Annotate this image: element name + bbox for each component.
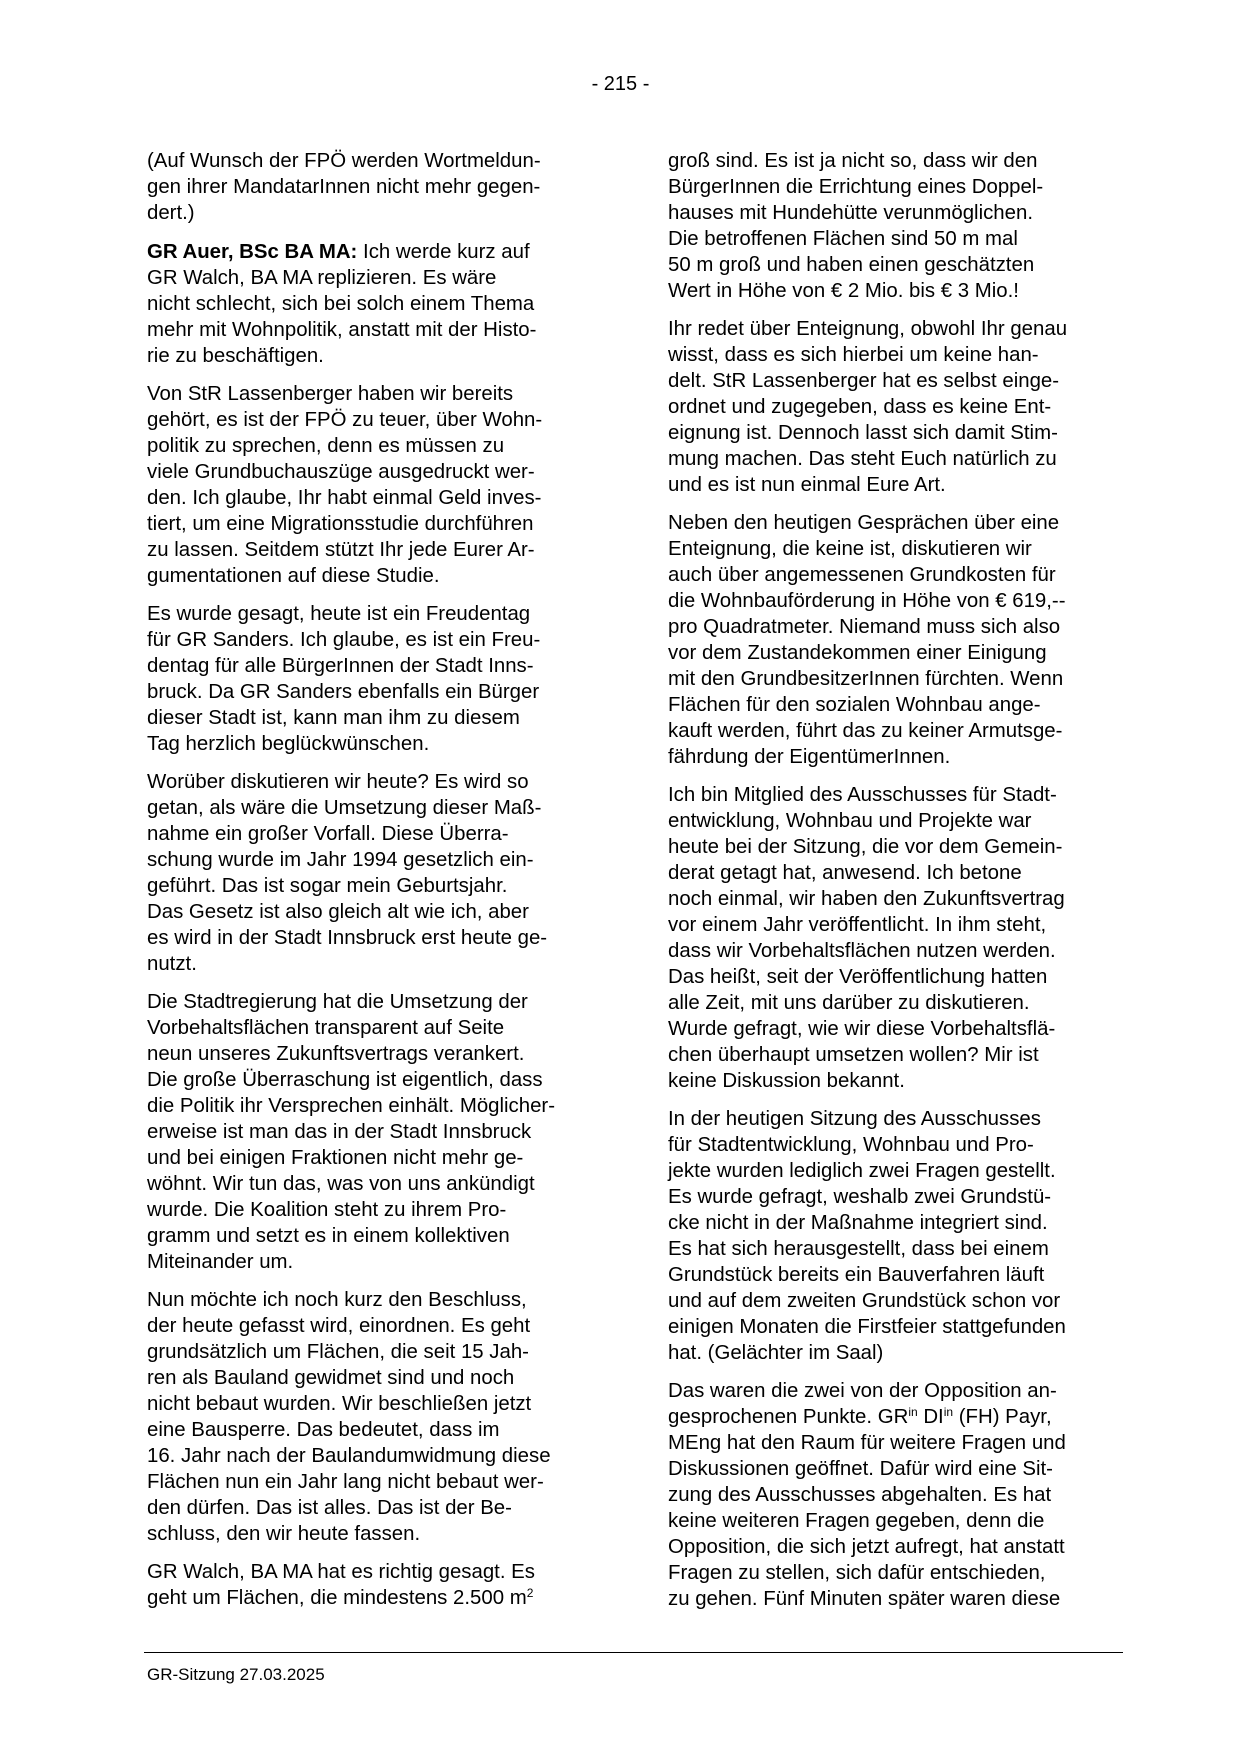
speech-text: Ich werde kurz auf GR Walch, BA MA replizieren. Es wäre nicht schlecht, sich bei solch einem Thema mehr mit Wohnpolitik, anstatt mit der Histo- rie zu beschäftigen.	[147, 241, 537, 367]
speaker-name: GR Auer, BSc BA MA:	[147, 241, 358, 263]
speech-paragraph: Es wurde gesagt, heute ist ein Freudentag für GR Sanders. Ich glaube, es ist ein Freu- dentag für alle BürgerInnen der Stadt Inns- bruck. Da GR Sanders ebenfalls ein Bürger dieser Stadt ist, kann man ihm zu diesem Tag herzlich beglückwünschen.	[147, 603, 541, 755]
speech-text: (FH) Payr, MEng hat den Raum für weitere Fragen und Diskussionen geöffnet. Dafür wird eine Sit- zung des Ausschusses abgehalten. Es hat keine weiteren Fragen gegeben, denn die Opposition, die sich jetzt aufregt, hat anstatt Fragen zu stellen, sich dafür entschieden, zu gehen. Fünf Minuten später waren diese	[668, 1406, 1066, 1610]
speech-text: Das waren die zwei von der Opposition an- gesprochenen Punkte. GR	[668, 1380, 1057, 1428]
note-text: (Auf Wunsch der FPÖ werden Wortmeldun- gen ihrer MandatarInnen nicht mehr gegen- dert.)	[147, 150, 541, 224]
speech-paragraph: Ihr redet über Enteignung, obwohl Ihr genau wisst, dass es sich hierbei um keine han- delt. StR Lassenberger hat es selbst einge- ordnet und zugegeben, dass es keine Ent- eignung ist. Dennoch lasst sich damit Stim- mung machen. Das steht Euch natürlich zu und es ist nun einmal Eure Art.	[668, 318, 1068, 496]
speech-paragraph: Neben den heutigen Gesprächen über eine Enteignung, die keine ist, diskutieren wir auch über angemessenen Grundkosten für die Wohnbauförderung in Höhe von € 619,-- pro Quadratmeter. Niemand muss sich also vor dem Zustandekommen einer Einigung mit den GrundbesitzerInnen fürchten. Wenn Flächen für den sozialen Wohnbau ange- kauft werden, führt das zu keiner Armutsge- fährdung der EigentümerInnen.	[668, 512, 1066, 768]
speech-paragraph: In der heutigen Sitzung des Ausschusses für Stadtentwicklung, Wohnbau und Pro- jekte wurden lediglich zwei Fragen gestellt. Es wurde gefragt, weshalb zwei Grundstü- cke nicht in der Maßnahme integriert sind. Es hat sich herausgestellt, dass bei einem Grundstück bereits ein Bauverfahren läuft und auf dem zweiten Grundstück schon vor einigen Monaten die Firstfeier stattgefunden hat. (Gelächter im Saal)	[668, 1108, 1066, 1364]
speech-text: GR Walch, BA MA hat es richtig gesagt. Es geht um Flächen, die mindestens 2.500 m	[147, 1561, 535, 1609]
right-column	[668, 148, 1118, 1624]
speech-paragraph: Nun möchte ich noch kurz den Beschluss, der heute gefasst wird, einordnen. Es geht grundsätzlich um Flächen, die seit 15 Jah- ren als Bauland gewidmet sind und noch nicht bebaut wurden. Wir beschließen jetzt eine Bausperre. Das bedeutet, dass im 16. Jahr nach der Baulandumwidmung diese Flächen nun ein Jahr lang nicht bebaut wer- den dürfen. Das ist alles. Das ist der Be- schluss, den wir heute fassen.	[147, 1289, 551, 1545]
left-column	[147, 148, 597, 1623]
speech-paragraph: Worüber diskutieren wir heute? Es wird so getan, als wäre die Umsetzung dieser Maß- nahme ein großer Vorfall. Diese Überra- schung wurde im Jahr 1994 gesetzlich ein- geführt. Das ist sogar mein Geburtsjahr. Das Gesetz ist also gleich alt wie ich, aber es wird in der Stadt Innsbruck erst heute ge- nutzt.	[147, 771, 548, 975]
speech-text: DI	[917, 1406, 944, 1428]
speech-paragraph	[147, 239, 597, 369]
speech-paragraph	[147, 1559, 597, 1611]
superscript: 2	[526, 1586, 534, 1600]
fpoe-gender-note	[147, 148, 597, 226]
speech-paragraph	[668, 1378, 1118, 1612]
footer-divider	[144, 1652, 1123, 1653]
page-number: - 215 -	[591, 73, 650, 95]
speech-paragraph: Ich bin Mitglied des Ausschusses für Stadt- entwicklung, Wohnbau und Projekte war heute bei der Sitzung, die vor dem Gemein- derat getagt hat, anwesend. Ich betone noch einmal, wir haben den Zukunftsvertrag vor einem Jahr veröffentlicht. In ihm steht, dass wir Vorbehaltsflächen nutzen werden. Das heißt, seit der Veröffentlichung hatten alle Zeit, mit uns darüber zu diskutieren. Wurde gefragt, wie wir diese Vorbehaltsflä- chen überhaupt umsetzen wollen? Mir ist keine Diskussion bekannt.	[668, 784, 1065, 1092]
superscript: in	[908, 1405, 918, 1419]
speech-paragraph: Von StR Lassenberger haben wir bereits gehört, es ist der FPÖ zu teuer, über Wohn- politik zu sprechen, denn es müssen zu viele Grundbuchauszüge ausgedruckt wer- den. Ich glaube, Ihr habt einmal Geld inves- tiert, um eine Migrationsstudie durchführen zu lassen. Seitdem stützt Ihr jede Eurer Ar- gumentationen auf diese Studie.	[147, 383, 543, 587]
speech-paragraph: Die Stadtregierung hat die Umsetzung der Vorbehaltsflächen transparent auf Seite neun unseres Zukunftsvertrags verankert. Die große Überraschung ist eigentlich, dass die Politik ihr Versprechen einhält. Möglicher- erweise ist man das in der Stadt Innsbruck und bei einigen Fraktionen nicht mehr ge- wöhnt. Wir tun das, was von uns ankündigt wurde. Die Koalition steht zu ihrem Pro- gramm und setzt es in einem kollektiven Miteinander um.	[147, 991, 556, 1273]
superscript: in	[943, 1405, 954, 1419]
speech-paragraph: groß sind. Es ist ja nicht so, dass wir den BürgerInnen die Errichtung eines Doppel- hauses mit Hundehütte verunmöglichen. Die betroffenen Flächen sind 50 m mal 50 m groß und haben einen geschätzten Wert in Höhe von € 2 Mio. bis € 3 Mio.!	[668, 150, 1044, 302]
footer-session-date: GR-Sitzung 27.03.2025	[147, 1665, 325, 1684]
